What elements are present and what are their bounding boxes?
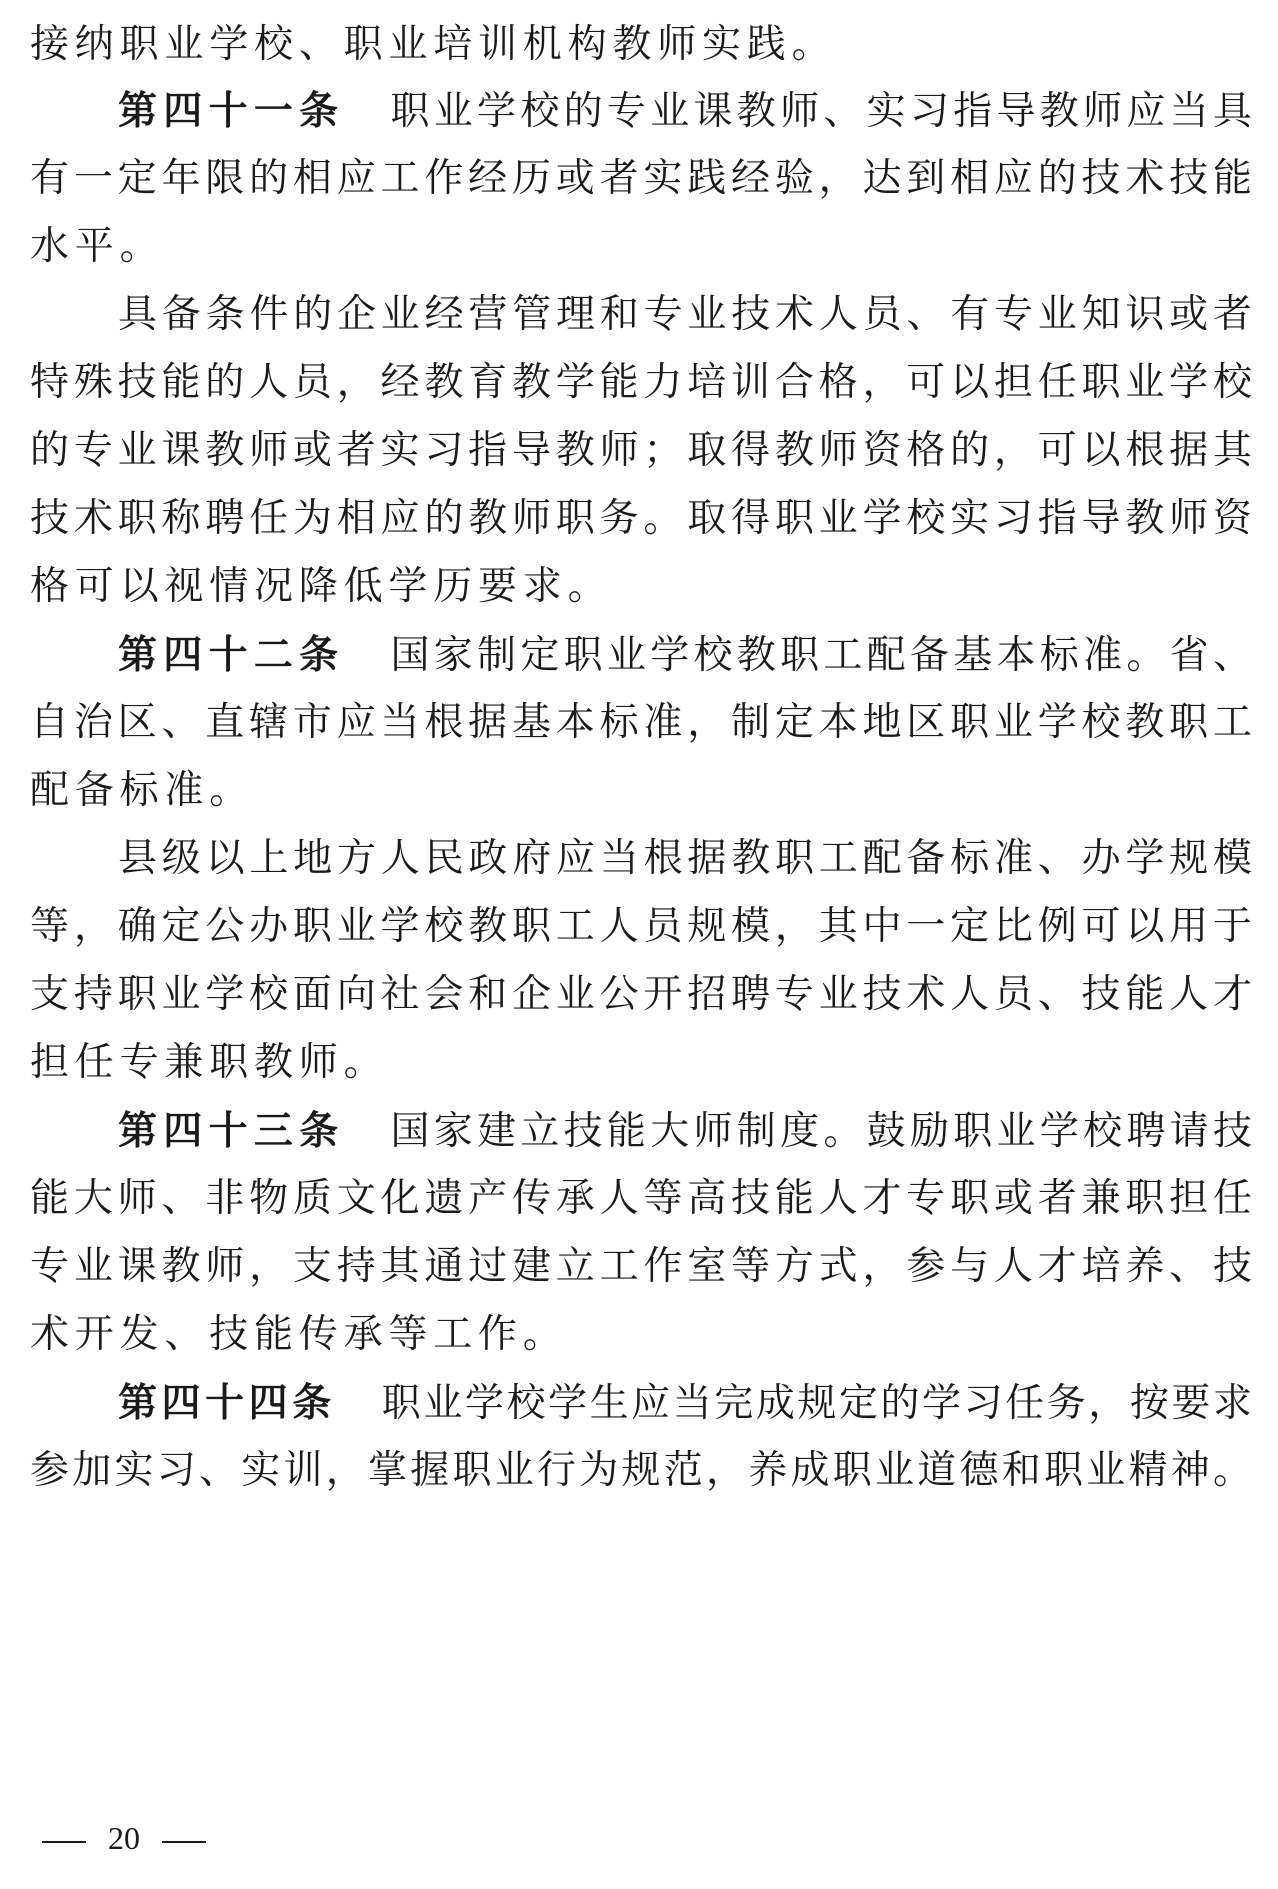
line-text: 配备标准。 <box>30 768 255 813</box>
footer-dash-right <box>162 1841 206 1843</box>
line-text: 特殊技能的人员，经教育教学能力培训合格，可以担任职业学校 <box>30 360 1252 405</box>
line-text: 支持职业学校面向社会和企业公开招聘专业技术人员、技能人才 <box>30 972 1252 1017</box>
article-number: 第四十四条 <box>118 1380 336 1426</box>
article-number: 第四十一条 <box>118 88 345 134</box>
article-number: 第四十三条 <box>118 1108 345 1154</box>
line-text: 自治区、直辖市应当根据基本标准，制定本地区职业学校教职工 <box>30 700 1252 745</box>
line-text: 等，确定公办职业学校教职工人员规模，其中一定比例可以用于 <box>30 904 1252 949</box>
footer-dash-left <box>42 1841 86 1843</box>
line-text: 的专业课教师或者实习指导教师；取得教师资格的，可以根据其 <box>30 428 1252 473</box>
line-text: 国家建立技能大师制度。鼓励职业学校聘请技 <box>390 1109 1252 1154</box>
line-text: 职业学校的专业课教师、实习指导教师应当具 <box>390 89 1252 134</box>
page-footer <box>42 1818 228 1858</box>
line-text: 担任专兼职教师。 <box>30 1040 389 1085</box>
article-number: 第四十二条 <box>118 632 345 678</box>
line-text: 职业学校学生应当完成规定的学习任务，按要求 <box>381 1381 1252 1426</box>
line-text: 水平。 <box>30 224 165 269</box>
text-line <box>30 138 1252 220</box>
line-text: 具备条件的企业经营管理和专业技术人员、有专业知识或者 <box>118 292 1252 337</box>
line-text: 技术职称聘任为相应的教师职务。取得职业学校实习指导教师资 <box>30 496 1252 541</box>
page-number: 20 <box>108 1820 140 1856</box>
line-text: 接纳职业学校、职业培训机构教师实践。 <box>30 22 837 67</box>
line-text: 国家制定职业学校教职工配备基本标准。省、 <box>390 633 1252 678</box>
line-text: 县级以上地方人民政府应当根据教职工配备标准、办学规模 <box>118 836 1252 881</box>
line-text: 专业课教师，支持其通过建立工作室等方式，参与人才培养、技 <box>30 1244 1252 1289</box>
line-text: 能大师、非物质文化遗产传承人等高技能人才专职或者兼职担任 <box>30 1176 1252 1221</box>
line-text: 有一定年限的相应工作经历或者实践经验，达到相应的技术技能 <box>30 156 1252 201</box>
line-text: 格可以视情况降低学历要求。 <box>30 564 613 609</box>
line-text: 术开发、技能传承等工作。 <box>30 1312 568 1357</box>
text-line <box>30 1430 1252 1512</box>
line-text: 参加实习、实训，掌握职业行为规范，养成职业道德和职业精神。 <box>30 1448 1252 1493</box>
